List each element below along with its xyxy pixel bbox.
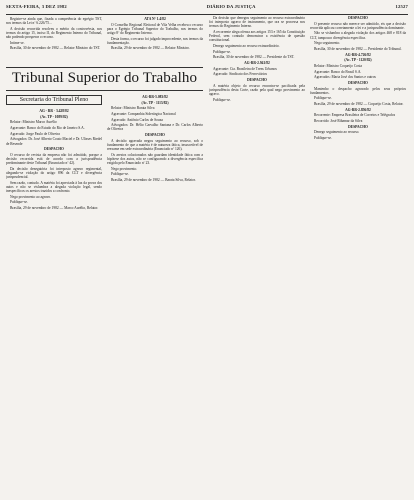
paragraph: Agravante: Cia. Brasileira de Trens Urbanos — [213, 66, 277, 71]
paragraph: O presente recurso não merece ser admitido, eis que a decisão recorrida aplicou corretamente a lei e a jurisprudência dominante. — [310, 21, 406, 30]
column-2-top — [107, 17, 203, 52]
header-page-number: 12527 — [395, 4, 408, 9]
paragraph: Nego provimento. — [111, 166, 138, 171]
paragraph: Nego seguimento. — [314, 41, 341, 46]
case-ref: (Ac. TP - 1115/82) — [141, 100, 169, 105]
left-columns — [6, 95, 203, 212]
top-left-columns — [6, 17, 203, 52]
column-2 — [107, 95, 203, 212]
paragraph: Registre-se ainda que, fixada a competência do egrégio TST, nos termos da Lei nº 6.226/75... — [6, 17, 102, 26]
paragraph: Mantenho o despacho agravado pelos seus próprios fundamentos. — [310, 86, 406, 95]
paragraph: Brasília, 29 de novembro de 1982 — Coqueijo Costa, Relator. — [314, 102, 404, 106]
section-heading: DESPACHO — [348, 16, 368, 20]
paragraph: Da decisão denegatória foi interposto agravo regimental, alegando-se violação do artigo 896 da CLT e divergência jurisprudencial. — [6, 166, 102, 180]
section-box: Secretaria do Tribunal Pleno — [6, 95, 102, 105]
case-number: AG-RR-2.856/82 — [345, 107, 371, 112]
column-4 — [310, 16, 406, 142]
paragraph: Recorrido: José Ribamar da Silva — [314, 118, 363, 123]
paragraph: Relator: Ministro Coqueijo Costa — [314, 63, 363, 68]
paragraph: Agravante: Banco do Estado do Rio de Janeiro S.A. — [10, 126, 85, 131]
case-number: AG-RR-4.726/82 — [345, 52, 371, 57]
case-ref: (Ac. TP - 1089/82) — [40, 114, 68, 119]
column-1-top — [6, 17, 102, 52]
paragraph: Recorrente: Empresa Brasileira de Correios e Telégrafos — [314, 113, 396, 118]
column-3 — [209, 16, 305, 142]
paragraph: A decisão recorrida resolveu o mérito da controvérsia, nos termos do artigo 15, inciso II, do Regimento Interno do Tribunal, não podendo prosperar o recurso. — [6, 26, 102, 40]
paragraph: Denego seguimento ao recurso. — [314, 130, 360, 135]
paragraph: Advogados: Dr. Hélio Carvalho Santana e Dr. Carlos Alberto de Oliveira — [107, 123, 203, 132]
paragraph: Publique-se. — [10, 200, 28, 205]
case-number: AG - RR - 3.428/82 — [39, 109, 69, 114]
header-date: SEXTA-FEIRA, 3 DEZ 1982 — [6, 4, 67, 9]
section-heading: DESPACHO — [247, 77, 267, 82]
paragraph: Brasília, 30 de novembro de 1982 — Presidente do Tribunal. — [314, 46, 402, 51]
paragraph: O recurso de revista da empresa não foi admitido, porque a decisão recorrida está de acordo com a jurisprudência predominante deste Tribunal (Enunciado nº 42). — [6, 152, 102, 166]
paragraph: Publique-se. — [111, 172, 129, 177]
left-section — [6, 62, 203, 212]
paragraph: Nego provimento ao agravo. — [10, 194, 52, 199]
paragraph: Agravante: Companhia Siderúrgica Nacional — [111, 111, 176, 116]
paragraph: Brasília, 30 de novembro de 1982 — Presidente do TST. — [213, 55, 295, 60]
paragraph: Publique-se. — [314, 135, 332, 140]
paragraph: Denego seguimento ao recurso extraordinário. — [213, 43, 280, 48]
paragraph: Agravado: Antônio Carlos de Souza — [111, 117, 163, 122]
paragraph: Agravado: Jorge Paulo de Oliveira — [10, 131, 60, 136]
paragraph: Publique-se. — [213, 49, 231, 54]
paragraph: Agravados: Maria José dos Santos e outros — [314, 75, 376, 80]
right-columns — [209, 16, 408, 142]
paragraph: Brasília, 29 de novembro de 1982 — Relator Ministro. — [111, 46, 190, 51]
paragraph: O Conselho Regional Eleitoral de Vila Velha recebeu o recurso para o Egrégio Tribunal Superior do Trabalho, nos termos do artigo 8º do Regimento Interno. — [107, 22, 203, 35]
paragraph: Não se vislumbra a alegada violação dos artigos 468 e 818 da CLT, tampouco divergência específica. — [310, 31, 406, 40]
column-1 — [6, 95, 102, 212]
section-heading: DESPACHO — [44, 147, 64, 152]
header-publication: DIÁRIO DA JUSTIÇA — [206, 4, 256, 9]
paragraph: Publique-se. — [213, 97, 231, 102]
paragraph: Os arestos colacionados não guardam identidade fática com a hipótese dos autos, não se configurando a divergência específica exigida pelo Enunciado nº 23. — [107, 152, 203, 166]
paragraph: Relator: Ministro Barata Silva — [111, 106, 155, 111]
section-heading: DESPACHO — [348, 124, 368, 129]
paragraph: Brasília, 29 de novembro de 1982 — Barata Silva, Relator. — [111, 178, 196, 182]
paragraph: Advogados: Dr. José Alberto Couto Maciel e Dr. Ulisses Riedel de Resende — [6, 137, 102, 146]
case-ref: (Ac. TP - 1120/82) — [344, 58, 372, 63]
paragraph: Da decisão que denegou seguimento ao recurso extraordinário foi interposto agravo de instrumento, que ora se processa nos termos do Regimento Interno. — [209, 16, 305, 29]
paragraph: Sem razão, contudo. A matéria foi apreciada à luz da prova dos autos e não se vislumbra a alegada violação legal, sendo inespecíficos os arestos trazidos a confronto. — [6, 180, 102, 194]
paragraph: Agravante: Banco do Brasil S.A. — [314, 69, 362, 74]
masthead-title: Tribunal Superior do Trabalho — [6, 67, 203, 91]
paragraph: Relator: Ministro Marco Aurélio — [10, 120, 57, 125]
paragraph: Brasília, 29 de novembro de 1982 — Marco Aurélio, Relator. — [10, 206, 99, 211]
paragraph: Publique-se. — [314, 96, 332, 101]
paragraph: Intime-se. — [10, 40, 25, 45]
section-heading: DESPACHO — [348, 80, 368, 85]
section-heading: ATA Nº 1.4/82 — [144, 17, 166, 21]
case-number: AG-RR-2.941/82 — [244, 60, 270, 65]
paragraph: Brasília, 30 de novembro de 1982 — Relator Ministro do TST. — [10, 46, 101, 51]
paragraph: A recorrente alega ofensa aos artigos 153 e 165 da Constituição Federal, sem contudo demonstrar a existência de questão constitucional. — [209, 29, 305, 43]
case-number: AG-RR-5.083/82 — [142, 95, 168, 99]
paragraph: A decisão agravada negou seguimento ao recurso, sob o fundamento de que a matéria é de natureza fática, insuscetível de reexame em sede extraordinária (Enunciado nº 126). — [107, 138, 203, 152]
paragraph: Desta forma, o recurso foi julgado improcedente, nos termos da fundamentação. — [107, 36, 203, 45]
section-heading: DESPACHO — [145, 133, 165, 138]
right-section — [209, 14, 408, 142]
paragraph: A matéria objeto do recurso encontra-se pacificada pela jurisprudência desta Corte, razão pela qual nego provimento ao agravo. — [209, 83, 305, 96]
paragraph: Agravado: Sindicato dos Ferroviários — [213, 72, 267, 77]
